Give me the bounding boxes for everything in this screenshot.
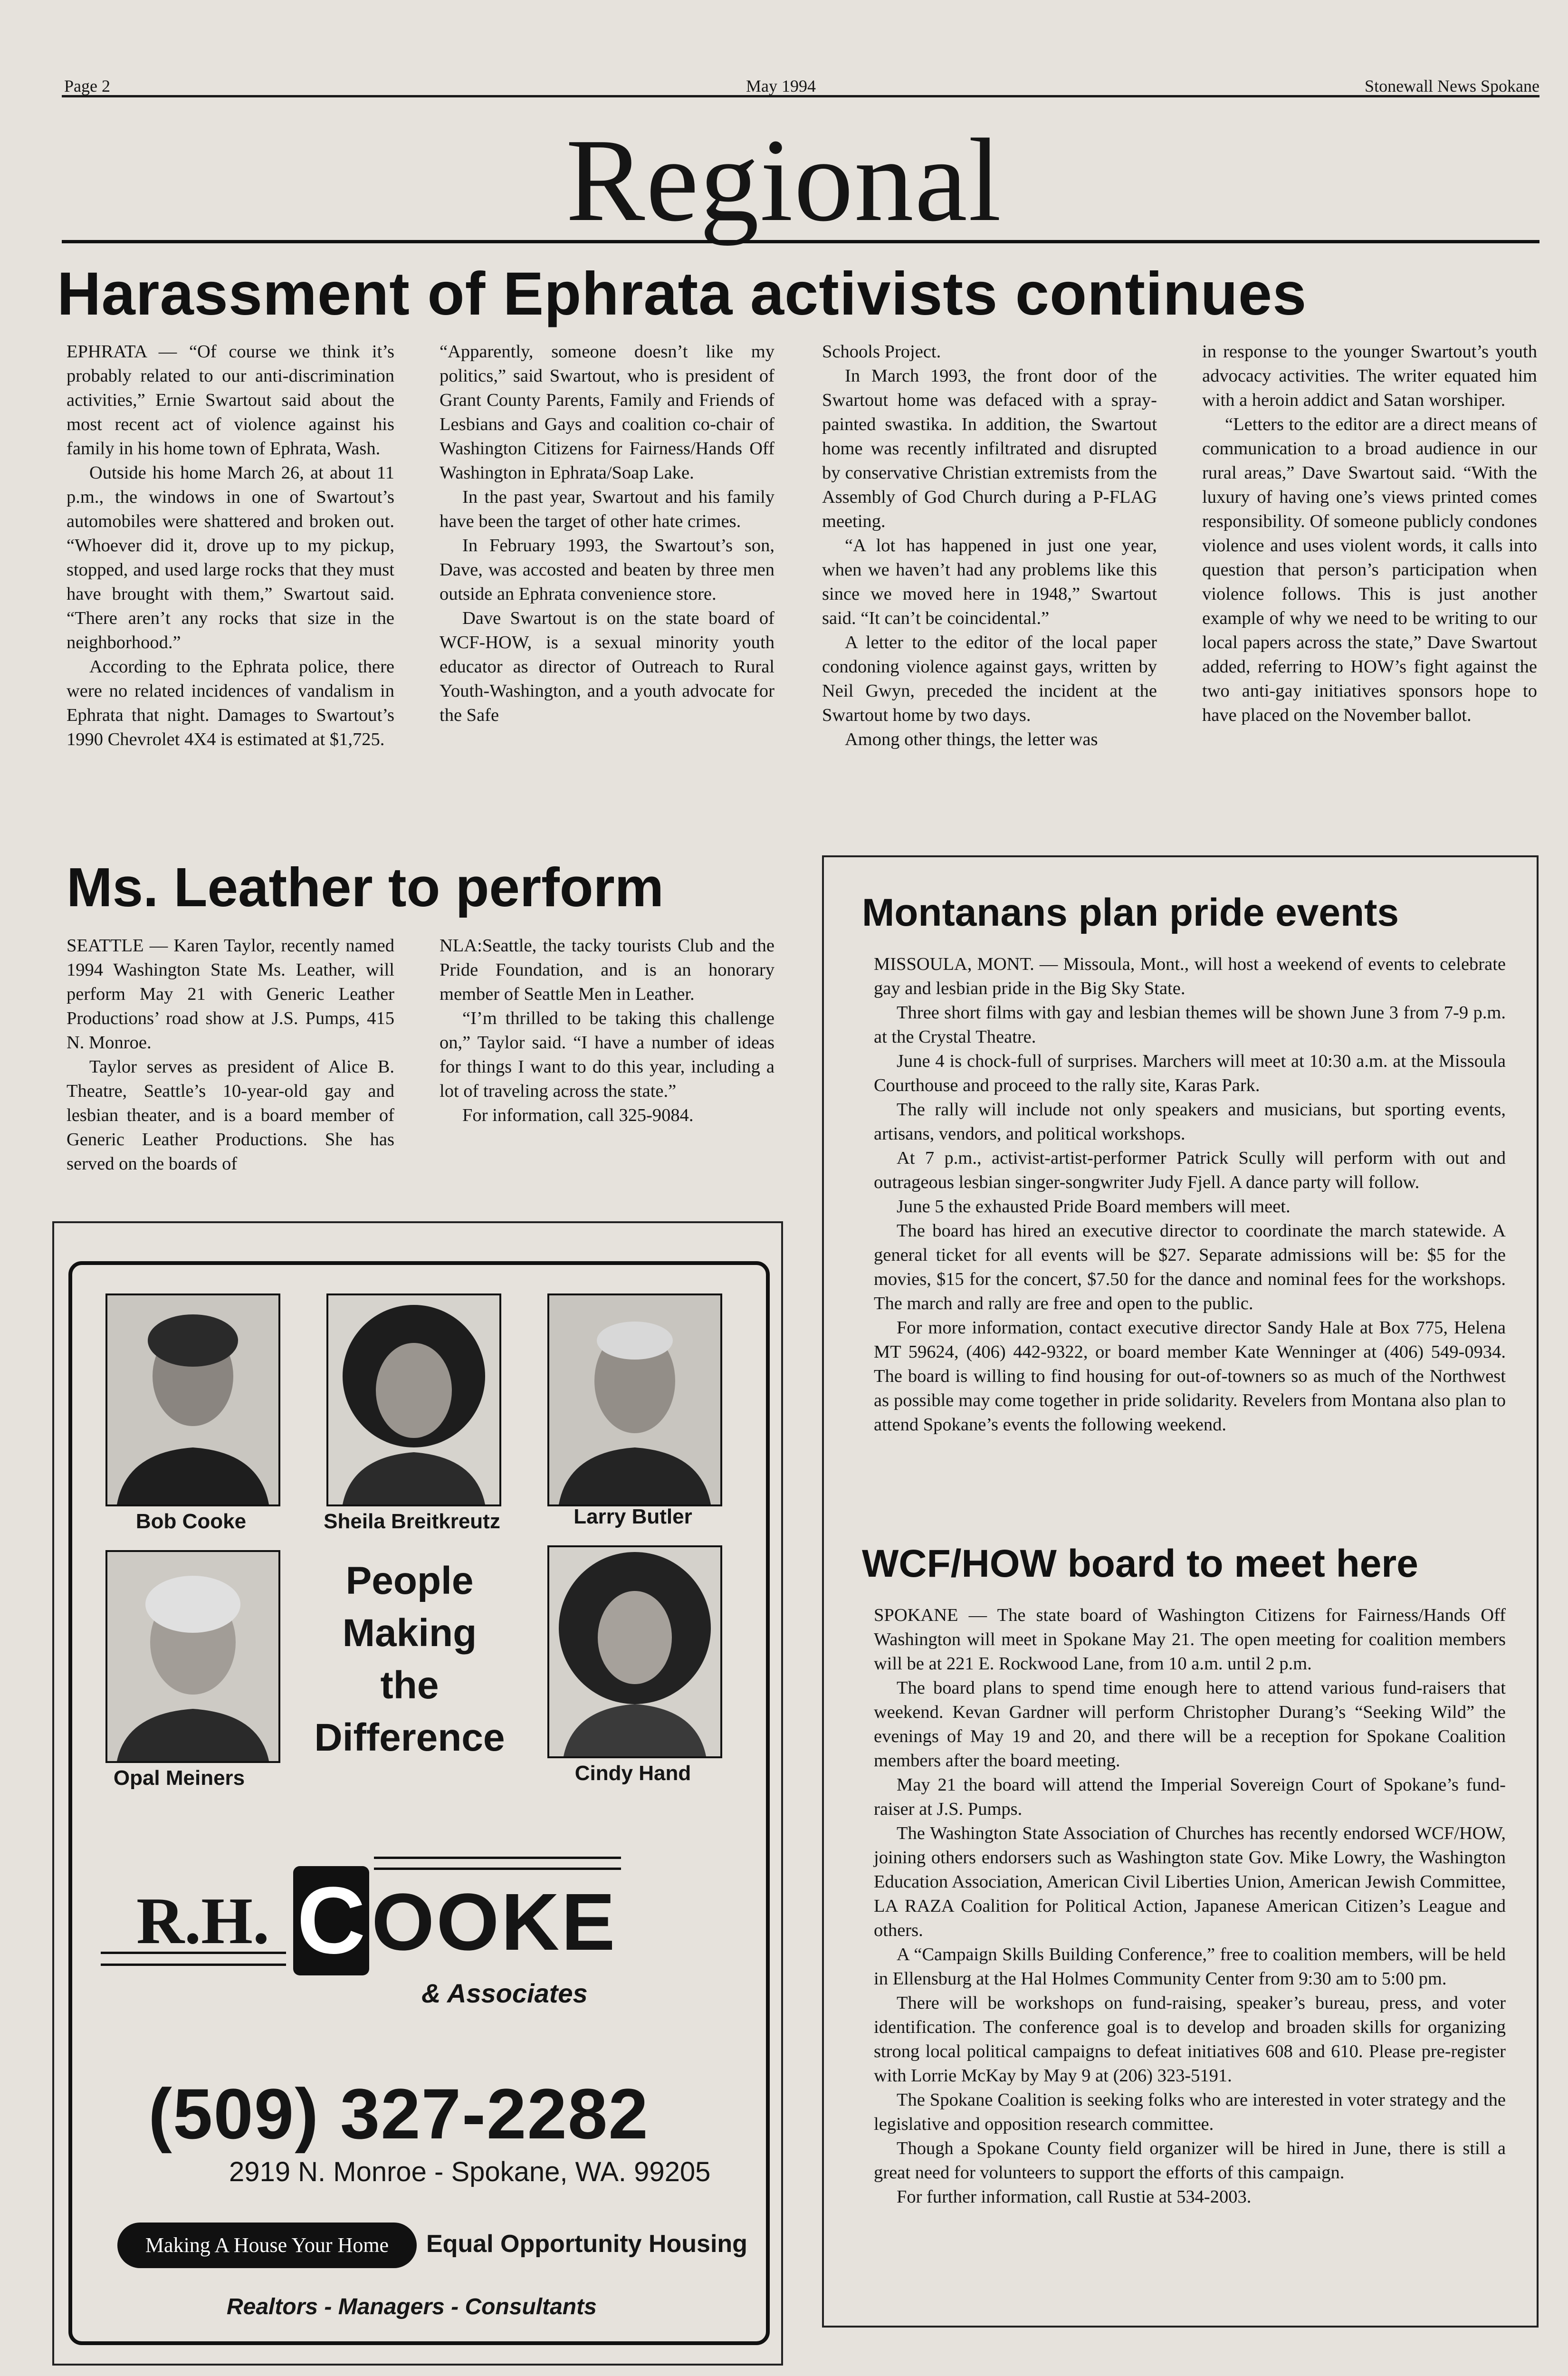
portrait-caption: Sheila Breitkreutz [324,1510,500,1533]
paragraph: The rally will include not only speakers and musicians, but sporting events, artisans, vendors, and political workshops. [874,1100,1506,1144]
paragraph: In March 1993, the front door of the Swartout home was defaced with a spray-painted swastika. In addition, the Swartout home was recently infiltrated and disrupted by conservative Christian extremists from the Assembly of God Church during a P-FLAG meeting. [822,366,1157,531]
paragraph: At 7 p.m., activist-artist-performer Patrick Scully will perform with out and outrageous lesbian singer-songwriter Judy Fjell. A dance party will follow. [874,1148,1506,1192]
paragraph: Taylor serves as president of Alice B. Theatre, Seattle’s 10-year-old gay and lesbian theater, and is a board member of Generic Leather Productions. She has served on the boards of [67,1057,394,1174]
paragraph: There will be workshops on fund-raising, speaker’s bureau, press, and voter identification. The conference goal is to develop and broaden skills for organizing strong local political campaigns to defeat initiatives 608 and 610. Please pre-register with Lorrie McKay by May 9 at (206) 323-5191. [874,1993,1506,2086]
paragraph: May 21 the board will attend the Imperial Sovereign Court of Spokane’s fund-raiser at J.S. Pumps. [874,1775,1506,1819]
person-silhouette-icon [549,1547,720,1756]
paragraph: June 5 the exhausted Pride Board members will meet. [897,1197,1291,1217]
logo-rule [101,1952,286,1954]
slogan-line: Making [342,1611,477,1655]
portrait-caption: Cindy Hand [574,1762,691,1785]
paragraph: “A lot has happened in just one year, when we haven’t had any problems like this since we moved here in 1948,” Swartout said. “It can’t be coincidental.” [822,536,1157,628]
portrait-caption: Opal Meiners [113,1766,245,1790]
paragraph: Dave Swartout is on the state board of WCF-HOW, is a sexual minority youth educator as director of Outreach to Rural Youth-Washington, and a youth advocate for the Safe [440,608,774,725]
slogan-line: People [345,1559,474,1602]
article-headline-ms-leather: Ms. Leather to perform [67,856,664,918]
equal-housing-text: Equal Opportunity Housing [426,2230,747,2258]
paragraph: For further information, call Rustie at 534-2003. [897,2187,1252,2207]
paragraph: The board plans to spend time enough here to attend various fund-raisers that weekend. Kevan Gardner will perform Christopher Durang’s “Seeking Wild” the evenings of May 19 and 20, and there will be a reception for Spokane Coalition members after the board meeting. [874,1678,1506,1771]
portrait-photo [105,1293,280,1506]
article-headline-ephrata: Harassment of Ephrata activists continues [57,260,1307,328]
paragraph: In the past year, Swartout and his family have been the target of other hate crimes. [440,487,774,531]
paragraph: NLA:Seattle, the tacky tourists Club and the Pride Foundation, and is an honorary member of Seattle Men in Leather. [440,936,774,1004]
article-headline-montanans: Montanans plan pride events [862,891,1399,934]
ad-phone: (509) 327-2282 [148,2074,649,2154]
article-wcf-how-body [874,1603,1506,2209]
boxed-articles [822,855,1539,2328]
paragraph: MISSOULA, MONT. — Missoula, Mont., will host a weekend of events to celebrate gay and lesbian pride in the Big Sky State. [874,954,1506,998]
portrait-photo [105,1550,280,1763]
person-silhouette-icon [107,1552,278,1761]
header-rule [62,95,1539,97]
article-montanans-body [874,952,1506,1437]
paragraph: In February 1993, the Swartout’s son, Dave, was accosted and beaten by three men outside an Ephrata convenience store. [440,536,774,604]
logo-rule [374,1868,621,1870]
paragraph: Schools Project. [822,342,941,362]
logo-name: OOKE [372,1877,617,1967]
paragraph: “Apparently, someone doesn’t like my politics,” said Swartout, who is president of Grant County Parents, Family and Friends of Lesbians and Gays and coalition co-chair of Washington Citizens for Fairness/Hands Off Washington in Ephrata/Soap Lake. [440,342,774,483]
logo-rule [101,1964,286,1966]
ad-frame [68,1261,770,2345]
article-ephrata-col-2 [440,340,774,728]
paragraph: For information, call 325-9084. [462,1105,694,1125]
logo-initial: C [293,1866,369,1975]
page-number: Page 2 [64,77,110,96]
paragraph: The board has hired an executive director to coordinate the march statewide. A general ticket for all events will be $27. Separate admissions will be: $5 for the movies, $15 for the concert, $7.50 for the dance and nominal fees for the workshops. The march and rally are free and open to the public. [874,1221,1506,1313]
ad-address: 2919 N. Monroe - Spokane, WA. 99205 [229,2156,711,2187]
paragraph: “I’m thrilled to be taking this challenge on,” Taylor said. “I have a number of ideas for things I want to do this year, including a lot of traveling across the state.” [440,1008,774,1101]
article-ephrata-col-4 [1202,340,1537,728]
paragraph: The Spokane Coalition is seeking folks who are interested in voter strategy and the legislative and opposition research committee. [874,2090,1506,2134]
issue-date: May 1994 [746,77,816,96]
logo-rule [374,1857,621,1859]
article-leather-col-2 [440,934,774,1128]
paragraph: Three short films with gay and lesbian themes will be shown June 3 from 7-9 p.m. at the Crystal Theatre. [874,1003,1506,1047]
paragraph: June 4 is chock-full of surprises. Marchers will meet at 10:30 a.m. at the Missoula Courthouse and proceed to the rally site, Karas Park. [874,1051,1506,1095]
slogan-line: the [380,1664,439,1707]
slogan-line: Difference [314,1716,505,1759]
paragraph: The Washington State Association of Churches has recently endorsed WCF/HOW, joining others endorsers such as Washington state Gov. Mike Lowry, the Washington Education Association, American Civil Liberties Union, American Jewish Committee, LA RAZA Coalition for Political Action, Japanese American Citizen’s League and others. [874,1823,1506,1940]
portrait-caption: Larry Butler [574,1505,692,1528]
article-leather-col-1 [67,934,394,1176]
portrait-photo [547,1545,722,1758]
person-silhouette-icon [107,1295,278,1504]
person-silhouette-icon [549,1295,720,1504]
paragraph: Among other things, the letter was [845,729,1098,749]
logo-prefix: R.H. [136,1884,269,1958]
person-silhouette-icon [328,1295,499,1504]
paragraph: For more information, contact executive director Sandy Hale at Box 775, Helena MT 59624, (406) 442-9322, or board member Kate Wenninger at (406) 549-0934. The board is willing to find housing for out-of-towners so as much of the Northwest as possible may come together in pride solidarity. Revelers from Montana also plan to attend Spokane’s events the following weekend. [874,1318,1506,1435]
paragraph: According to the Ephrata police, there were no related incidences of vandalism in Ephrata that night. Damages to Swartout’s 1990 Chevrolet 4X4 is estimated at $1,725. [67,657,394,749]
paragraph: EPHRATA — “Of course we think it’s probably related to our anti-discrimination activities,” Ernie Swartout said about the most recent act of violence against his family in his home town of Ephrata, Wash. [67,342,394,459]
publication-name: Stonewall News Spokane [1365,77,1539,96]
paragraph: in response to the younger Swartout’s youth advocacy activities. The writer equated him with a heroin addict and Satan worshiper. [1202,342,1537,410]
article-ephrata-col-1 [67,340,394,752]
logo-associates: & Associates [421,1978,588,2008]
advertisement-rh-cooke [52,1221,783,2366]
paragraph: A letter to the editor of the local paper condoning violence against gays, written by Neil Gwyn, preceded the incident at the Swartout home by two days. [822,632,1157,725]
paragraph: Though a Spokane County field organizer will be hired in June, there is still a great need for volunteers to support the efforts of this campaign. [874,2138,1506,2183]
portrait-caption: Bob Cooke [135,1510,247,1533]
paragraph: SPOKANE — The state board of Washington Citizens for Fairness/Hands Off Washington will meet in Spokane May 21. The open meeting for coalition members will be at 221 E. Rockwood Lane, from 10 a.m. until 2 p.m. [874,1605,1506,1674]
ad-services: Realtors - Managers - Consultants [227,2294,597,2319]
article-ephrata-col-3 [822,340,1157,752]
paragraph: “Letters to the editor are a direct means of communication to a broad audience in our rural areas,” Dave Swartout said. “With the luxury of having one’s views printed comes responsibility. Of someone publicly condones violence and uses violent words, it calls into question that person’s participation when violence follows. This is just another example of why we need to be writing to our local papers across the state,” Dave Swartout added, referring to HOW’s fight against the two anti-gay initiatives sponsors hope to have placed on the November ballot. [1202,414,1537,725]
portrait-photo [547,1293,722,1506]
article-headline-wcf-how: WCF/HOW board to meet here [862,1542,1418,1585]
portrait-photo [326,1293,501,1506]
section-rule [62,240,1539,243]
section-title: Regional [565,115,1003,246]
ad-slogan [277,1555,543,1764]
tagline-badge: Making A House Your Home [117,2223,417,2268]
paragraph: SEATTLE — Karen Taylor, recently named 1994 Washington State Ms. Leather, will perform May 21 with Generic Leather Productions’ road show at J.S. Pumps, 415 N. Monroe. [67,936,394,1053]
paragraph: A “Campaign Skills Building Conference,” free to coalition members, will be held in Ellensburg at the Hal Holmes Community Center from 9:30 am to 5:00 pm. [874,1945,1506,1989]
paragraph: Outside his home March 26, at about 11 p.m., the windows in one of Swartout’s automobiles were shattered and broken out. “Whoever did it, drove up to my pickup, stopped, and used large rocks that they must have brought with them,” Swartout said. “There aren’t any rocks that size in the neighborhood.” [67,463,394,652]
